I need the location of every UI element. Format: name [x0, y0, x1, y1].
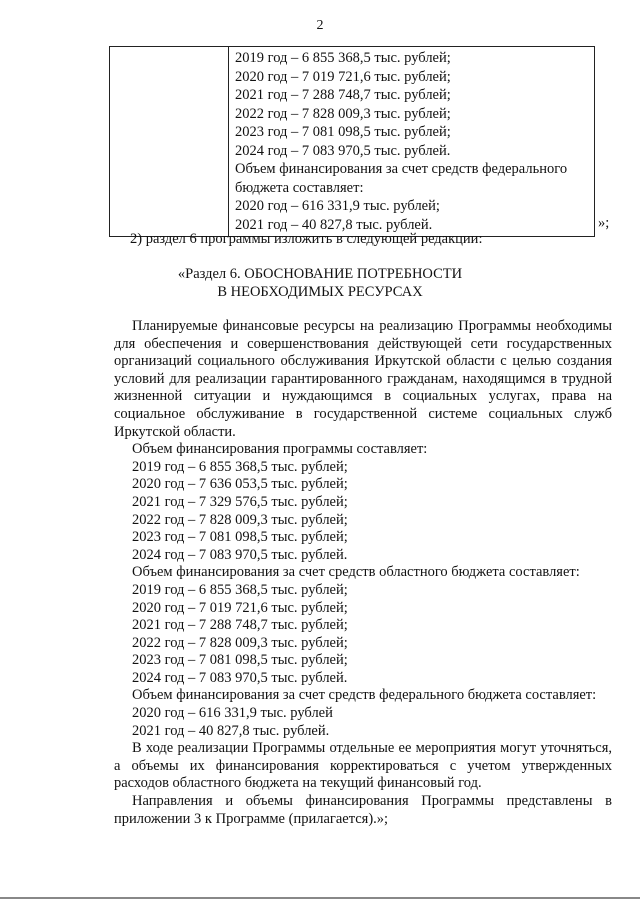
regional-funding-block: [114, 564, 612, 687]
program-funding-line: 2024 год – 7 083 970,5 тыс. рублей.: [132, 546, 348, 563]
table-line: 2019 год – 6 855 368,5 тыс. рублей;: [235, 50, 451, 66]
federal-funding-line: 2020 год – 616 331,9 тыс. рублей: [132, 705, 333, 722]
page-number: 2: [316, 18, 324, 33]
program-funding-line: 2022 год – 7 828 009,3 тыс. рублей;: [132, 511, 348, 528]
regional-funding-line: 2021 год – 7 288 748,7 тыс. рублей;: [132, 617, 348, 634]
federal-funding-heading: Объем финансирования за счет средств федерального бюджета составляет:: [132, 687, 597, 704]
section-title-line: «Раздел 6. ОБОСНОВАНИЕ ПОТРЕБНОСТИ: [177, 266, 463, 282]
regional-funding-line: 2020 год – 7 019 721,6 тыс. рублей;: [132, 599, 348, 616]
edit-instruction: 2) раздел 6 программы изложить в следующей редакции:: [130, 231, 483, 247]
regional-funding-heading: Объем финансирования за счет средств областного бюджета составляет:: [132, 564, 580, 581]
program-funding-line: 2019 год – 6 855 368,5 тыс. рублей;: [132, 458, 348, 475]
table-left-cell: [110, 47, 229, 237]
table-line: 2021 год – 7 288 748,7 тыс. рублей;: [235, 87, 451, 103]
table-line: 2022 год – 7 828 009,3 тыс. рублей;: [235, 105, 451, 122]
federal-funding-block: [114, 687, 612, 740]
federal-funding-line: 2021 год – 40 827,8 тыс. рублей.: [132, 722, 330, 739]
section-title: [0, 265, 640, 301]
regional-funding-line: 2019 год – 6 855 368,5 тыс. рублей;: [132, 581, 348, 598]
program-funding-block: [114, 441, 612, 564]
section-body: [114, 318, 612, 828]
regional-funding-line: 2022 год – 7 828 009,3 тыс. рублей;: [132, 634, 348, 651]
table-row: [110, 47, 595, 237]
scan-edge-line: [0, 897, 640, 899]
table-line: 2024 год – 7 083 970,5 тыс. рублей.: [235, 142, 451, 159]
adjustment-paragraph: В ходе реализации Программы отдельные ее мероприятия могут уточняться, а объемы их финансирования корректироваться с учетом утвержденных расходов областного бюджета на текущий финансовый год.: [114, 740, 612, 792]
program-funding-line: 2023 год – 7 081 098,5 тыс. рублей;: [132, 529, 348, 546]
program-funding-line: 2020 год – 7 636 053,5 тыс. рублей;: [132, 476, 348, 493]
program-funding-line: 2021 год – 7 329 576,5 тыс. рублей;: [132, 493, 348, 510]
program-funding-heading: Объем финансирования программы составляет:: [132, 441, 428, 458]
table-line: 2023 год – 7 081 098,5 тыс. рублей;: [235, 124, 451, 140]
table-line: 2020 год – 7 019 721,6 тыс. рублей;: [235, 68, 451, 85]
table-line: 2020 год – 616 331,9 тыс. рублей;: [235, 198, 440, 214]
section-title-line: В НЕОБХОДИМЫХ РЕСУРСАХ: [217, 284, 423, 300]
intro-paragraph: Планируемые финансовые ресурсы на реализацию Программы необходимы для обеспечения и совершенствования действующей сети государственных организаций социального обслуживания Иркутской области с целью создания условий для реализации гарантированного гражданам, находящимся в трудной жизненной ситуации и нуждающимся в социальных услугах, права на социальное обслуживание в государственной системе социальных служб Иркутской области.: [114, 318, 612, 440]
table-right-cell: [229, 47, 595, 237]
regional-funding-line: 2023 год – 7 081 098,5 тыс. рублей;: [132, 652, 348, 669]
appendix-paragraph: Направления и объемы финансирования Программы представлены в приложении 3 к Программе (прилагается).»;: [114, 793, 612, 827]
financing-table: [109, 46, 595, 237]
table-closing-mark: »;: [598, 215, 610, 231]
regional-funding-line: 2024 год – 7 083 970,5 тыс. рублей.: [132, 669, 348, 686]
table-line: Объем финансирования за счет средств федерального бюджета составляет:: [235, 161, 568, 196]
table-line: 2021 год – 40 827,8 тыс. рублей.: [235, 216, 433, 233]
